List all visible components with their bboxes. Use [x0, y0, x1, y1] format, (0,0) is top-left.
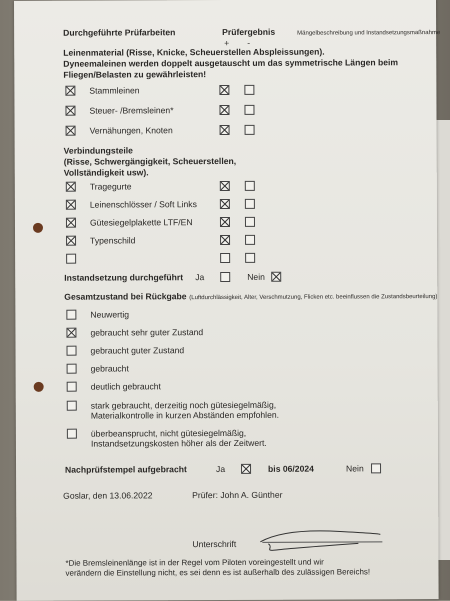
condition-heading-note: (Luftdurchlässigkeit, Alter, Verschmutzung, Flicken etc. beeinflussen die Zustandsbeurteilung)	[189, 294, 438, 302]
condition-checkbox[interactable]	[66, 310, 76, 320]
header-work-label: Durchgeführte Prüfarbeiten	[63, 27, 176, 38]
row-checkbox[interactable]	[66, 200, 76, 210]
result-plus-checkbox[interactable]	[220, 253, 230, 263]
condition-option-label: gebraucht	[90, 363, 129, 374]
result-minus-checkbox[interactable]	[244, 85, 254, 95]
condition-checkbox[interactable]	[67, 364, 77, 374]
row-checkbox[interactable]	[65, 106, 75, 116]
result-plus-checkbox[interactable]	[220, 199, 230, 209]
header-notes-label: Mängelbeschreibung und Instandsetzungsmaßnahme	[297, 30, 441, 37]
result-minus-checkbox[interactable]	[245, 125, 255, 135]
repair-yes-checkbox[interactable]	[220, 272, 230, 282]
section-connectors-heading: (Risse, Schwergängigkeit, Scheuerstellen,	[63, 155, 237, 167]
header-plus-sign: +	[224, 37, 230, 49]
punch-hole	[33, 223, 43, 233]
condition-option-label: Materialkontrolle in kurzen Abständen empfohlen.	[90, 409, 280, 421]
result-plus-checkbox[interactable]	[219, 85, 229, 95]
row-label: Vernähungen, Knoten	[89, 125, 173, 136]
condition-checkbox[interactable]	[66, 328, 76, 338]
repair-no-checkbox[interactable]	[271, 272, 281, 282]
row-checkbox[interactable]	[66, 254, 76, 264]
result-minus-checkbox[interactable]	[245, 181, 255, 191]
check-row	[14, 0, 436, 1]
repair-label: Instandsetzung durchgeführt	[64, 272, 184, 283]
condition-option-label: Neuwertig	[90, 309, 130, 320]
inspection-form-page	[14, 0, 439, 601]
section-lines-heading: Leinenmaterial (Risse, Knicke, Scheuerstellen Abspleissungen).	[63, 46, 325, 58]
condition-checkbox[interactable]	[67, 429, 77, 439]
row-checkbox[interactable]	[65, 86, 75, 96]
row-checkbox[interactable]	[66, 218, 76, 228]
stamp-no-checkbox[interactable]	[371, 463, 381, 473]
place-date: Goslar, den 13.06.2022	[63, 490, 153, 501]
stamp-yes-checkbox[interactable]	[241, 464, 251, 474]
condition-heading: Gesamtzustand bei Rückgabe	[64, 291, 187, 302]
row-label: Stammleinen	[89, 85, 140, 96]
result-plus-checkbox[interactable]	[220, 181, 230, 191]
condition-option-label: stark gebraucht, derzeitig noch gütesiegelmäßig,	[90, 399, 277, 411]
row-label: Gütesiegelplakette LTF/EN	[89, 217, 193, 228]
condition-option-label: deutlich gebraucht	[90, 381, 161, 392]
condition-option-label: gebraucht guter Zustand	[90, 345, 185, 356]
result-minus-checkbox[interactable]	[245, 235, 255, 245]
header-minus-sign: -	[247, 37, 251, 48]
stamp-yes-label: Ja	[216, 464, 226, 475]
stamp-no-label: Nein	[346, 463, 364, 474]
result-minus-checkbox[interactable]	[245, 217, 255, 227]
condition-checkbox[interactable]	[67, 382, 77, 392]
row-checkbox[interactable]	[66, 182, 76, 192]
section-lines-note: Dyneemaleinen werden doppelt ausgetauscht um das symmetrische Längen beim	[63, 57, 399, 69]
condition-option-label: überbeansprucht, nicht gütesiegelmäßig,	[90, 427, 247, 439]
section-connectors-heading: Verbindungsteile	[63, 145, 133, 156]
result-plus-checkbox[interactable]	[220, 217, 230, 227]
header-result-label: Prüfergebnis	[222, 26, 276, 38]
punch-hole	[34, 382, 44, 392]
section-lines-note: Fliegen/Belasten zu gewährleisten!	[63, 69, 207, 80]
row-label: Steuer- /Bremsleinen*	[89, 105, 174, 116]
inspector-name: Prüfer: John A. Günther	[192, 489, 283, 501]
signature-label: Unterschrift	[192, 538, 237, 550]
condition-checkbox[interactable]	[67, 401, 77, 411]
stamp-valid-until: bis 06/2024	[268, 463, 314, 474]
result-minus-checkbox[interactable]	[244, 105, 254, 115]
footnote: *Die Bremsleinenlänge ist in der Regel vom Piloten voreingestellt und wir	[65, 557, 324, 568]
result-plus-checkbox[interactable]	[220, 125, 230, 135]
result-minus-checkbox[interactable]	[245, 199, 255, 209]
repair-no-label: Nein	[247, 271, 265, 282]
result-minus-checkbox[interactable]	[245, 253, 255, 263]
footnote: verändern die Einstellung nicht, es sei denn es ist außerhalb des zulässigen Bereichs!	[65, 567, 371, 578]
row-label: Leinenschlösser / Soft Links	[89, 199, 197, 210]
stamp-label: Nachprüfstempel aufgebracht	[65, 464, 187, 475]
row-checkbox[interactable]	[66, 236, 76, 246]
row-label: Tragegurte	[89, 181, 132, 192]
condition-option-label: Instandsetzungskosten höher als der Zeitwert.	[90, 437, 267, 449]
row-checkbox[interactable]	[66, 126, 76, 136]
result-plus-checkbox[interactable]	[219, 105, 229, 115]
result-plus-checkbox[interactable]	[220, 235, 230, 245]
repair-yes-label: Ja	[195, 272, 205, 283]
condition-option-label: gebraucht sehr guter Zustand	[90, 327, 204, 338]
row-label: Typenschild	[90, 235, 136, 246]
section-connectors-heading: Vollständigkeit usw).	[63, 167, 149, 178]
condition-checkbox[interactable]	[67, 346, 77, 356]
